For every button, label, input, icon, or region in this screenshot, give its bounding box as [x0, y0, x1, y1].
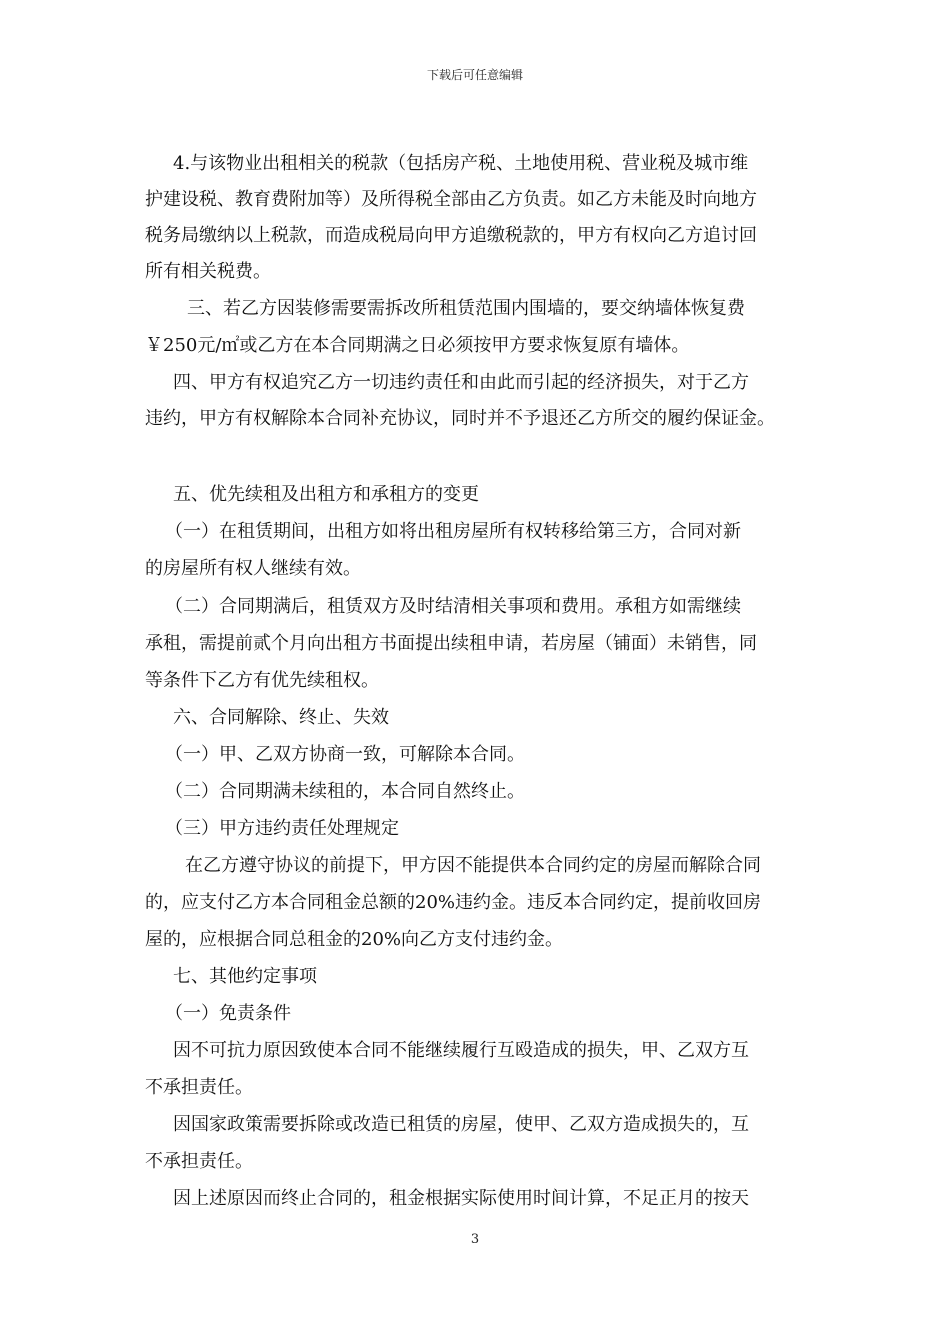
paragraph-line: 因国家政策需要拆除或改造已租赁的房屋，使甲、乙双方造成损失的，互 — [173, 1114, 749, 1135]
paragraph-line: 违约，甲方有权解除本合同补充协议，同时并不予退还乙方所交的履约保证金。 — [145, 408, 775, 429]
paragraph-line: 承租，需提前贰个月向出租方书面提出续租申请，若房屋（铺面）未销售，同 — [145, 633, 757, 654]
paragraph-line: 的，应支付乙方本合同租金总额的20%违约金。违反本合同约定，提前收回房 — [145, 892, 762, 913]
paragraph-line: 四、甲方有权追究乙方一切违约责任和由此而引起的经济损失，对于乙方 — [173, 372, 749, 393]
paragraph-line: （一）甲、乙双方协商一致，可解除本合同。 — [165, 744, 525, 765]
paragraph-line: 在乙方遵守协议的前提下，甲方因不能提供本合同约定的房屋而解除合同 — [185, 855, 761, 876]
paragraph-line: 不承担责任。 — [145, 1077, 253, 1098]
paragraph-line: 因上述原因而终止合同的，租金根据实际使用时间计算，不足正月的按天 — [173, 1188, 749, 1209]
paragraph-line: 的房屋所有权人继续有效。 — [145, 558, 361, 579]
paragraph-line: 等条件下乙方有优先续租权。 — [145, 670, 379, 691]
paragraph-line: 不承担责任。 — [145, 1151, 253, 1172]
paragraph-line: 4.与该物业出租相关的税款（包括房产税、土地使用税、营业税及城市维 — [173, 153, 749, 174]
paragraph-line: （一）免责条件 — [165, 1003, 291, 1024]
section-heading: 五、优先续租及出租方和承租方的变更 — [173, 484, 479, 505]
paragraph-line: 税务局缴纳以上税款，而造成税局向甲方追缴税款的，甲方有权向乙方追讨回 — [145, 225, 757, 246]
page-header: 下载后可任意编辑 — [426, 68, 523, 82]
paragraph-line: 屋的，应根据合同总租金的20%向乙方支付违约金。 — [145, 929, 564, 950]
paragraph-line: ￥250元/㎡或乙方在本合同期满之日必须按甲方要求恢复原有墙体。 — [145, 335, 690, 356]
paragraph-line: 因不可抗力原因致使本合同不能继续履行互殴造成的损失，甲、乙双方互 — [173, 1040, 749, 1061]
paragraph-line: （二）合同期满后，租赁双方及时结清相关事项和费用。承租方如需继续 — [165, 596, 741, 617]
page-number: 3 — [470, 1232, 480, 1247]
paragraph-line: （三）甲方违约责任处理规定 — [165, 818, 399, 839]
section-heading: 七、其他约定事项 — [173, 966, 317, 987]
section-heading: 六、合同解除、终止、失效 — [173, 707, 389, 728]
paragraph-line: 护建设税、教育费附加等）及所得税全部由乙方负责。如乙方未能及时向地方 — [145, 189, 757, 210]
paragraph-line: （一）在租赁期间，出租方如将出租房屋所有权转移给第三方，合同对新 — [165, 521, 741, 542]
paragraph-line: （二）合同期满未续租的，本合同自然终止。 — [165, 781, 525, 802]
paragraph-line: 所有相关税费。 — [145, 261, 271, 282]
paragraph-line: 三、若乙方因装修需要需拆改所租赁范围内围墙的，要交纳墙体恢复费 — [187, 298, 745, 319]
